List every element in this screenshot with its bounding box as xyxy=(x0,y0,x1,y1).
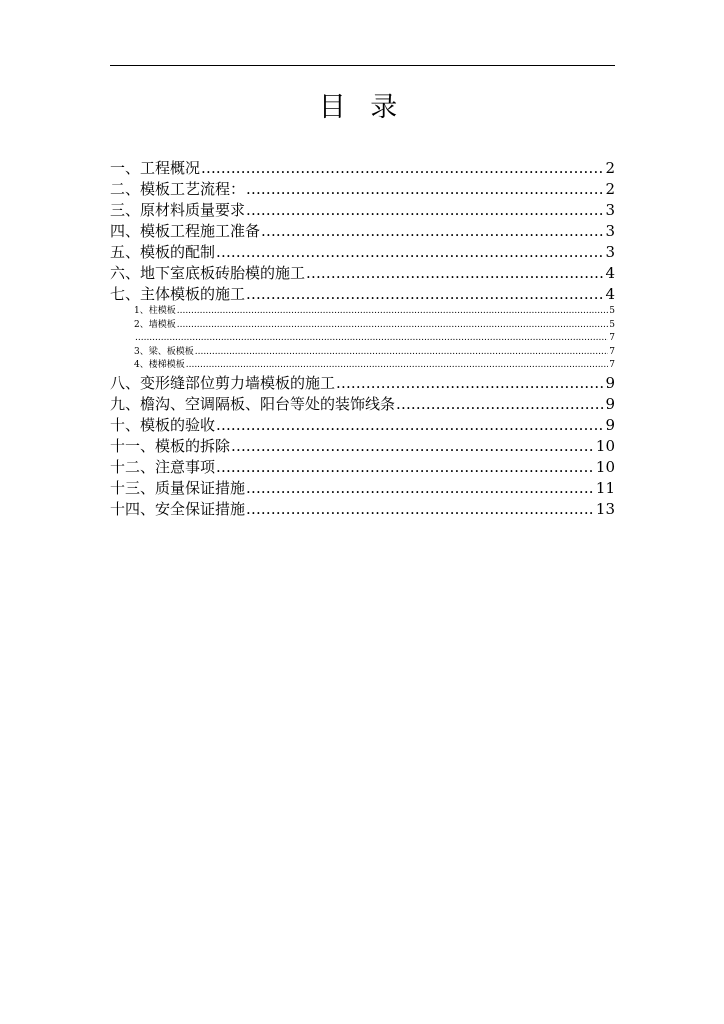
toc-entry[interactable] xyxy=(110,394,615,415)
toc-dot-leader xyxy=(195,346,609,360)
table-of-contents xyxy=(110,158,615,520)
toc-entry[interactable] xyxy=(110,221,615,242)
toc-entry-label: 六、地下室底板砖胎模的施工 xyxy=(110,264,306,282)
toc-entry[interactable] xyxy=(110,415,615,436)
toc-subentry[interactable] xyxy=(110,332,615,346)
toc-entry[interactable] xyxy=(110,499,615,520)
toc-dot-leader xyxy=(186,359,609,373)
toc-entry[interactable] xyxy=(110,373,615,394)
toc-entry[interactable] xyxy=(110,457,615,478)
header-rule xyxy=(110,65,615,66)
toc-entry[interactable] xyxy=(110,242,615,263)
toc-page-number: 3 xyxy=(605,222,615,240)
toc-page-number: 7 xyxy=(609,333,615,343)
toc-entry-label: 2、墙模板 xyxy=(134,319,176,330)
toc-page-number: 3 xyxy=(605,201,615,219)
toc-entry-label: 九、檐沟、空调隔板、阳台等处的装饰线条 xyxy=(110,394,396,413)
toc-dot-leader xyxy=(177,305,609,319)
toc-entry[interactable] xyxy=(110,179,615,200)
toc-entry-label: 十一、模板的拆除 xyxy=(110,436,231,455)
toc-entry-label: 1、柱模板 xyxy=(134,306,176,316)
toc-page-number: 5 xyxy=(609,319,615,330)
toc-entry[interactable] xyxy=(110,284,615,305)
toc-page-number: 2 xyxy=(605,159,615,177)
toc-page-number: 7 xyxy=(609,346,615,357)
toc-page-number: 4 xyxy=(605,264,615,282)
toc-page-number: 4 xyxy=(605,285,615,303)
toc-dot-leader xyxy=(261,221,604,242)
toc-page-number: 9 xyxy=(605,415,615,434)
toc-page-number: 9 xyxy=(605,394,615,413)
toc-entry[interactable] xyxy=(110,436,615,457)
toc-page-number: 9 xyxy=(605,373,615,392)
toc-entry-label: 七、主体模板的施工 xyxy=(110,285,246,303)
toc-page-number: 13 xyxy=(595,499,615,518)
toc-dot-leader xyxy=(216,242,604,263)
toc-entry-label: 十二、注意事项 xyxy=(110,457,216,476)
toc-entry-label: 四、模板工程施工准备 xyxy=(110,222,261,240)
toc-page-number: 3 xyxy=(605,243,615,261)
toc-dot-leader xyxy=(135,332,608,346)
toc-entry-label: 一、工程概况 xyxy=(110,159,201,177)
toc-dot-leader xyxy=(246,478,595,499)
toc-page-number: 10 xyxy=(595,457,615,476)
toc-entry-label: 八、变形缝部位剪力墙模板的施工 xyxy=(110,373,336,392)
toc-entry-label: 4、楼梯模板 xyxy=(134,360,185,370)
toc-entry[interactable] xyxy=(110,263,615,284)
toc-page-number: 2 xyxy=(605,180,615,198)
toc-dot-leader xyxy=(201,158,604,179)
toc-dot-leader xyxy=(216,415,604,436)
toc-entry-label: 三、原材料质量要求 xyxy=(110,201,246,219)
toc-entry-label: 十四、安全保证措施 xyxy=(110,499,246,518)
page-title: 目 录 xyxy=(318,92,406,123)
toc-dot-leader xyxy=(177,319,609,333)
toc-dot-leader xyxy=(216,457,595,478)
toc-dot-leader xyxy=(246,179,604,200)
toc-dot-leader xyxy=(396,394,604,415)
toc-entry-label: 五、模板的配制 xyxy=(110,243,216,261)
toc-entry[interactable] xyxy=(110,478,615,499)
toc-entry[interactable] xyxy=(110,158,615,179)
toc-dot-leader xyxy=(306,263,604,284)
toc-page-number: 11 xyxy=(595,478,615,497)
toc-dot-leader xyxy=(336,373,604,394)
toc-subentry[interactable] xyxy=(110,305,615,319)
toc-page-number: 5 xyxy=(609,306,615,316)
toc-dot-leader xyxy=(246,200,604,221)
toc-subentry[interactable] xyxy=(110,359,615,373)
toc-subentry[interactable] xyxy=(110,319,615,333)
toc-subentry[interactable] xyxy=(110,346,615,360)
toc-dot-leader xyxy=(231,436,595,457)
toc-dot-leader xyxy=(246,284,604,305)
toc-dot-leader xyxy=(246,499,595,520)
toc-entry-label: 十三、质量保证措施 xyxy=(110,478,246,497)
toc-page-number: 7 xyxy=(609,360,615,370)
toc-entry-label: 二、模板工艺流程： xyxy=(110,180,246,198)
toc-page-number: 10 xyxy=(595,436,615,455)
toc-entry[interactable] xyxy=(110,200,615,221)
toc-entry-label: 十、模板的验收 xyxy=(110,415,216,434)
toc-entry-label: 3、梁、板模板 xyxy=(134,346,194,357)
